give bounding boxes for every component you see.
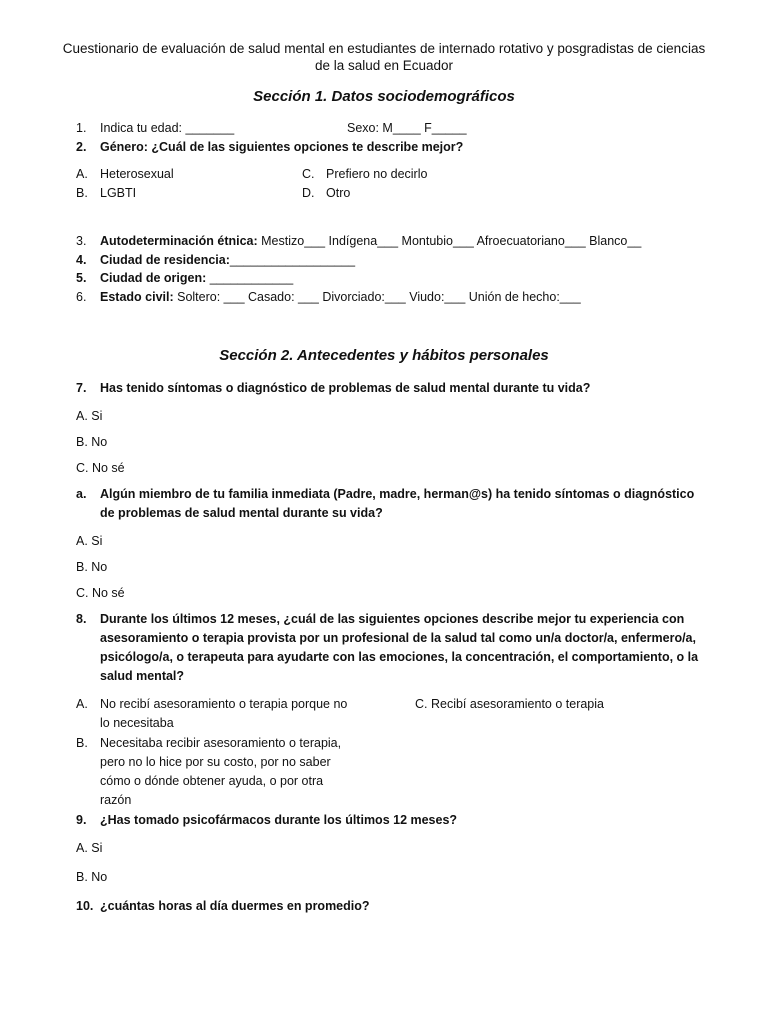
section-2-heading: Sección 2. Antecedentes y hábitos personales — [219, 347, 549, 364]
qa-question-line-1: Algún miembro de tu familia inmediata (Padre, madre, herman@s) ha tenido síntomas o diagnóstico — [100, 487, 695, 501]
q8-option-a-line-1: No recibí asesoramiento o terapia porque no — [100, 697, 348, 711]
q3-line — [100, 232, 641, 250]
q6-label: Estado civil: — [100, 290, 174, 304]
q2-option-a-letter: A. — [76, 167, 88, 181]
q8-option-b-line-2: pero no lo hice por su costo, por no saber — [100, 755, 331, 769]
q2-option-b: LGBTI — [100, 186, 137, 200]
q10-question: ¿cuántas horas al día duermes en promedio? — [100, 899, 370, 913]
q2-number: 2. — [76, 140, 87, 154]
q8-option-b-line-4: razón — [100, 793, 132, 807]
section-1-heading: Sección 1. Datos sociodemográficos — [253, 88, 515, 105]
q2-option-c-letter: C. — [302, 167, 315, 181]
q5-number: 5. — [76, 271, 87, 285]
q8-option-a-letter: A. — [76, 697, 88, 711]
q3-label: Autodeterminación étnica: — [100, 234, 258, 248]
q9-question: ¿Has tomado psicofármacos durante los últimos 12 meses? — [100, 813, 458, 827]
q1-age: Indica tu edad: _______ — [100, 121, 235, 135]
q8-number: 8. — [76, 612, 87, 626]
q6-line — [100, 288, 581, 306]
q8-option-b-letter: B. — [76, 736, 88, 750]
q8-option-a-line-2: lo necesitaba — [100, 716, 174, 730]
q2-option-d: Otro — [326, 186, 351, 200]
q2-option-b-letter: B. — [76, 186, 88, 200]
q7-option-a: A. Si — [76, 409, 103, 423]
q3-number: 3. — [76, 234, 87, 248]
qa-number: a. — [76, 487, 87, 501]
q7-option-b: B. No — [76, 435, 108, 449]
q5-blank: ____________ — [206, 271, 294, 285]
q3-options: Mestizo___ Indígena___ Montubio___ Afroecuatoriano___ Blanco__ — [257, 234, 642, 248]
q4-blank: __________________ — [229, 253, 356, 267]
q5-label: Ciudad de origen: — [100, 271, 207, 285]
q2-option-a: Heterosexual — [100, 167, 174, 181]
q4-label: Ciudad de residencia: — [100, 253, 230, 267]
q6-options: Soltero: ___ Casado: ___ Divorciado:___ Viudo:___ Unión de hecho:___ — [173, 290, 581, 304]
q8-question-line-4: salud mental? — [100, 669, 185, 683]
q2-option-c: Prefiero no decirlo — [326, 167, 428, 181]
q8-question-line-2: asesoramiento o terapia provista por un profesional de la salud tal como un/a doctor/a, enfermero/a, — [100, 631, 696, 645]
qa-question-line-2: de problemas de salud mental durante su vida? — [100, 506, 383, 520]
qa-option-c: C. No sé — [76, 586, 125, 600]
q9-number: 9. — [76, 813, 87, 827]
document-title: Cuestionario de evaluación de salud mental en estudiantes de internado rotativo y posgradistas de ciencias de la salud en Ecuador — [62, 41, 706, 73]
q8-question-line-3: psicólogo/a, o terapeuta para ayudarte con las emociones, la concentración, el comportamiento, o la — [100, 650, 699, 664]
q1-sex: Sexo: M____ F_____ — [347, 121, 467, 135]
qa-option-b: B. No — [76, 560, 108, 574]
q9-option-a: A. Si — [76, 841, 103, 855]
q10-number: 10. — [76, 899, 94, 913]
q2-option-d-letter: D. — [302, 186, 315, 200]
q8-option-b-line-3: cómo o dónde obtener ayuda, o por otra — [100, 774, 324, 788]
q4-line — [100, 251, 355, 269]
q2-question: Género: ¿Cuál de las siguientes opciones te describe mejor? — [100, 140, 464, 154]
qa-option-a: A. Si — [76, 534, 103, 548]
q6-number: 6. — [76, 290, 87, 304]
q8-option-b-line-1: Necesitaba recibir asesoramiento o terapia, — [100, 736, 342, 750]
q8-question-line-1: Durante los últimos 12 meses, ¿cuál de las siguientes opciones describe mejor tu experiencia con — [100, 612, 685, 626]
q7-number: 7. — [76, 381, 87, 395]
q7-option-c: C. No sé — [76, 461, 125, 475]
q7-question: Has tenido síntomas o diagnóstico de problemas de salud mental durante tu vida? — [100, 381, 591, 395]
q1-number: 1. — [76, 121, 87, 135]
q9-option-b: B. No — [76, 870, 108, 884]
q4-number: 4. — [76, 253, 87, 267]
q8-option-c: C. Recibí asesoramiento o terapia — [415, 697, 604, 711]
q5-line — [100, 269, 293, 287]
